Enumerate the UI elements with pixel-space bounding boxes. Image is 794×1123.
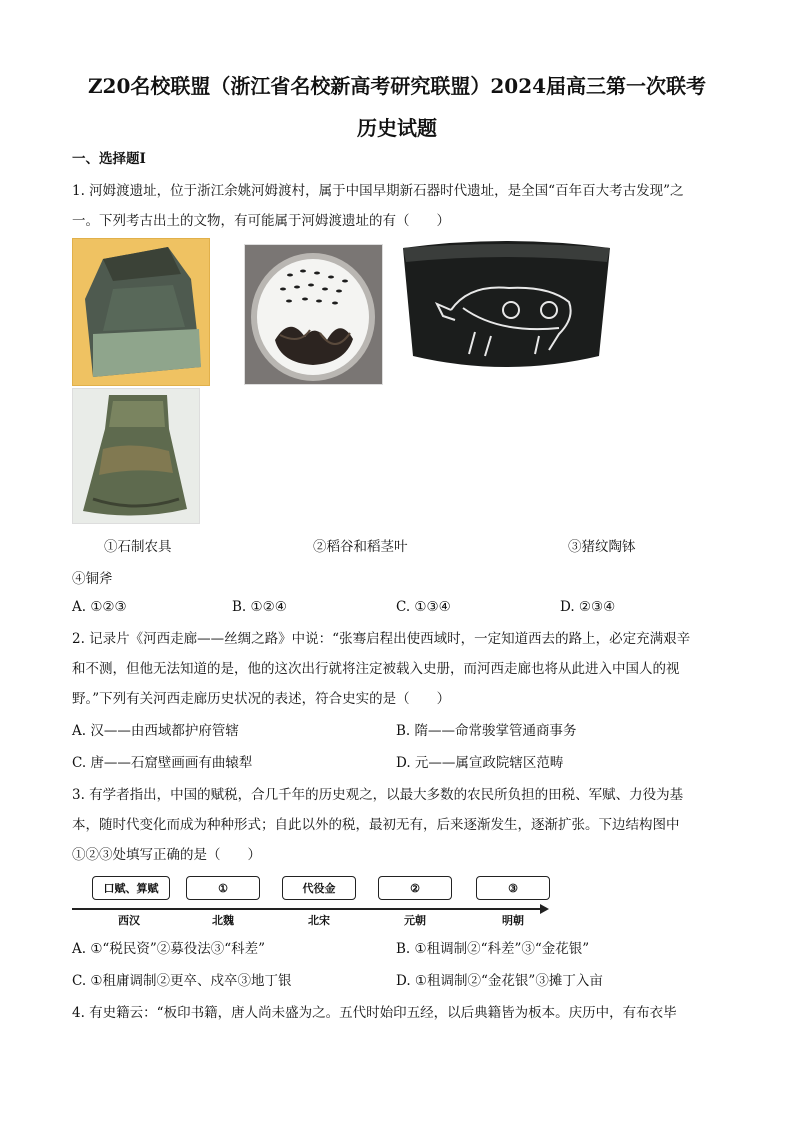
q3-option-a: A. ①“税民资”②募役法③“科差” [72, 941, 266, 957]
q4-stem-line1: 4. 有史籍云：“板印书籍，唐人尚未盛为之。五代时始印五经，以后典籍皆为板本。庆历中，有布衣毕 [72, 1005, 677, 1021]
bronze-axe-image [72, 388, 200, 524]
rice-grains-image [244, 244, 383, 385]
stone-tool-image [72, 238, 210, 386]
q2-option-c: C. 唐——石窟壁画画有曲辕犁 [72, 755, 253, 771]
era-label-5: 明朝 [502, 914, 524, 927]
q2-stem-line3: 野。”下列有关河西走廊历史状况的表述，符合史实的是（ ） [72, 691, 451, 707]
timeline-box-1: 口赋、算赋 [92, 876, 170, 900]
section-heading: 一、选择题Ⅰ [72, 151, 146, 167]
caption-4: ④铜斧 [72, 571, 113, 587]
era-label-1: 西汉 [118, 914, 140, 927]
era-label-4: 元朝 [404, 914, 426, 927]
q2-option-b: B. 隋——命常骏掌管通商事务 [396, 723, 577, 739]
timeline-arrow [540, 904, 549, 914]
caption-1: ①石制农具 [104, 539, 172, 555]
timeline-axis [72, 908, 542, 910]
q1-option-d: D. ②③④ [560, 599, 616, 615]
q3-stem-line1: 3. 有学者指出，中国的赋税，合几千年的历史观之，以最大多数的农民所负担的田税、军赋、力役为基 [72, 787, 684, 803]
q3-option-c: C. ①租庸调制②更卒、戍卒③地丁银 [72, 973, 292, 989]
q2-option-a: A. 汉——由西域都护府管辖 [72, 723, 239, 739]
q2-option-d: D. 元——属宣政院辖区范畴 [396, 755, 564, 771]
timeline-box-4: ② [378, 876, 452, 900]
timeline-box-3: 代役金 [282, 876, 356, 900]
timeline-box-2: ① [186, 876, 260, 900]
pig-pottery-bowl-image [399, 238, 614, 384]
q1-option-c: C. ①③④ [396, 599, 451, 615]
q3-option-b: B. ①租调制②“科差”③“金花银” [396, 941, 590, 957]
exam-title: Z20名校联盟（浙江省名校新高考研究联盟）2024届高三第一次联考 [87, 74, 707, 98]
era-label-3: 北宋 [308, 914, 330, 927]
q1-stem-line2: 一。下列考古出土的文物，有可能属于河姆渡遗址的有（ ） [72, 213, 450, 229]
q3-option-d: D. ①租调制②“金花银”③摊丁入亩 [396, 973, 603, 989]
timeline-box-5: ③ [476, 876, 550, 900]
exam-subject: 历史试题 [357, 116, 437, 140]
tax-timeline-diagram [72, 876, 552, 926]
q1-stem-line1: 1. 河姆渡遗址，位于浙江余姚河姆渡村，属于中国早期新石器时代遗址，是全国“百年百大考古发现”之 [72, 183, 684, 199]
q2-stem-line2: 和不测，但他无法知道的是，他的这次出行就将注定被载入史册，而河西走廊也将从此进入中国人的视 [72, 661, 680, 677]
q3-stem-line3: ①②③处填写正确的是（ ） [72, 847, 261, 863]
q1-option-a: A. ①②③ [72, 599, 127, 615]
caption-2: ②稻谷和稻茎叶 [313, 539, 408, 555]
q1-option-b: B. ①②④ [232, 599, 287, 615]
caption-3: ③猪纹陶钵 [568, 539, 636, 555]
q2-stem-line1: 2. 记录片《河西走廊——丝绸之路》中说：“张骞启程出使西域时，一定知道西去的路上，必定充满艰辛 [72, 631, 691, 647]
era-label-2: 北魏 [212, 914, 234, 927]
q3-stem-line2: 本，随时代变化而成为种种形式；自此以外的税，最初无有，后来逐渐发生，逐渐扩张。下边结构图中 [72, 817, 680, 833]
